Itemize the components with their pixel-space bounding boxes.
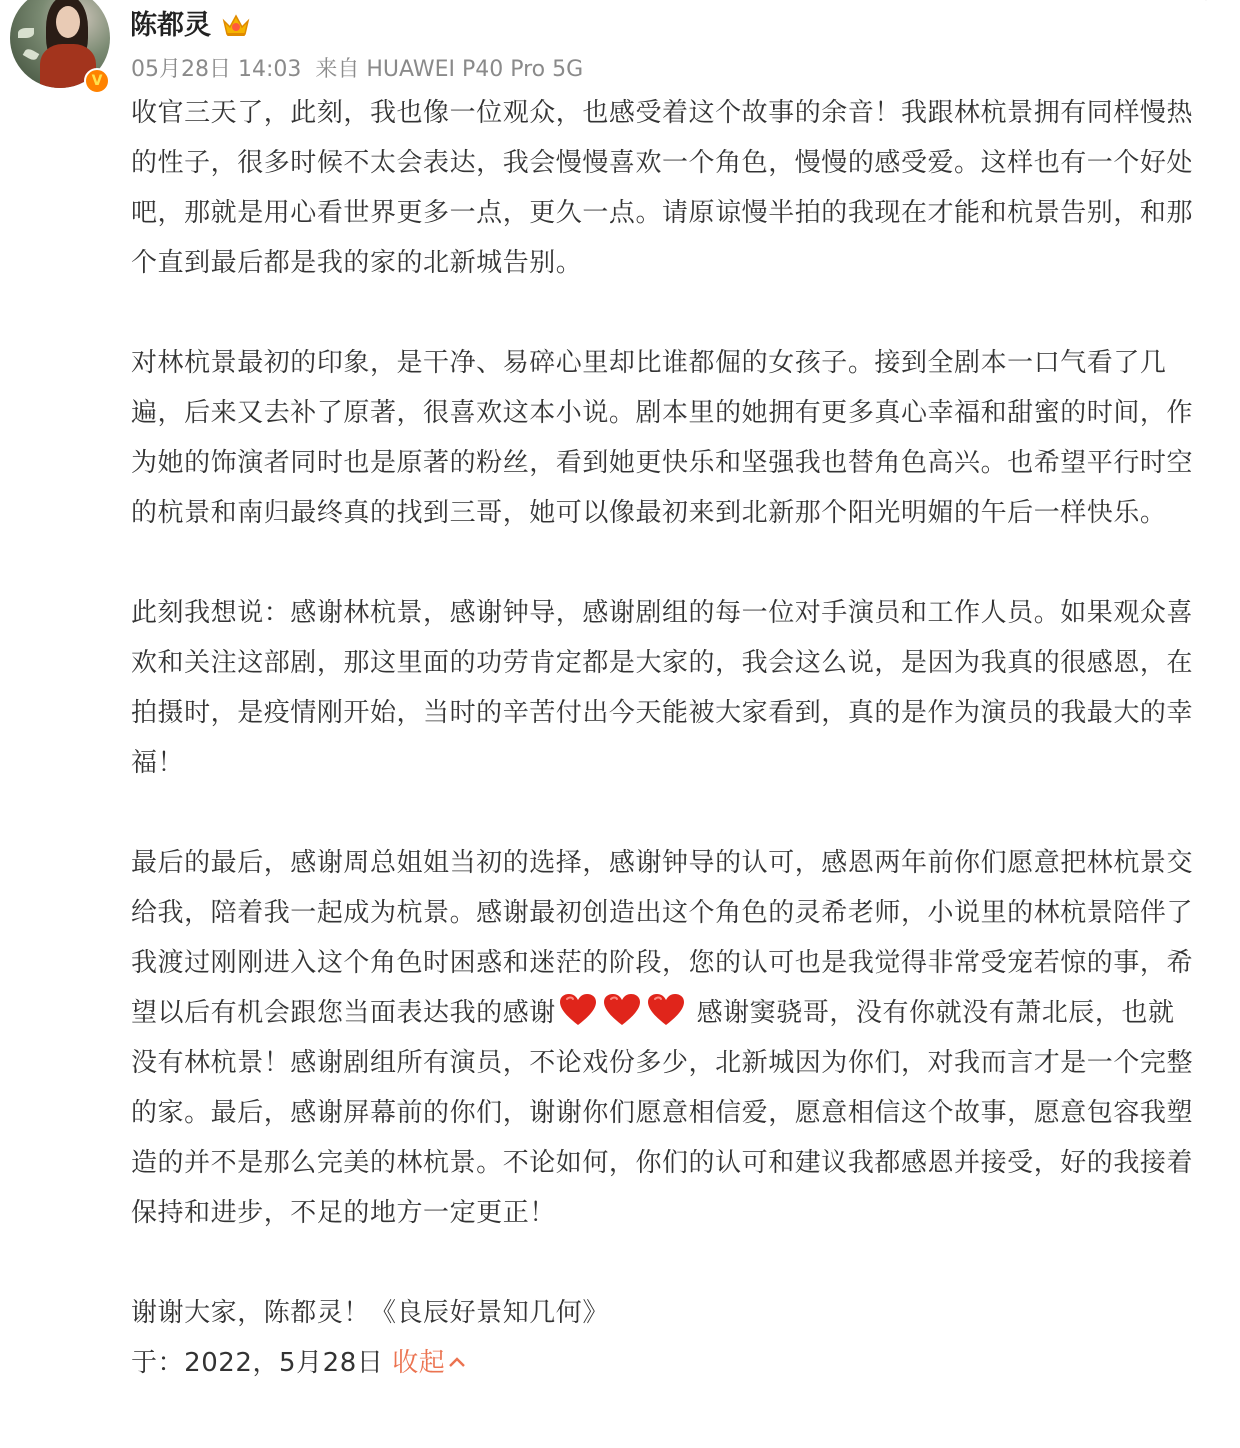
collapse-label: 收起	[392, 1348, 446, 1378]
collapse-button[interactable]	[392, 1348, 467, 1378]
post-paragraph	[131, 838, 1201, 1238]
chevron-up-icon	[447, 1355, 467, 1369]
post-signoff: 谢谢大家，陈都灵！《良辰好景知几何》	[131, 1298, 609, 1328]
avatar-leaf	[18, 28, 34, 38]
post-text: 最后的最后，感谢周总姐姐当初的选择，感谢钟导的认可，感恩两年前你们愿意把林杭景交给我，陪着我一起成为杭景。感谢最初创造出这个角色的灵希老师，小说里的林杭景陪伴了我渡过刚刚进入这个角色时困惑和迷茫的阶段，您的认可也是我觉得非常受宠若惊的事，希望以后有机会跟您当面表达我的感谢	[131, 848, 1194, 1028]
avatar-face	[56, 6, 80, 38]
post-meta: 05月28日 14:03 来自 HUAWEI P40 Pro 5G	[131, 57, 584, 82]
chevron-down-icon[interactable]	[1196, 0, 1216, 6]
username[interactable]: 陈都灵	[130, 10, 211, 41]
avatar-leaf	[23, 47, 40, 62]
red-heart-icon	[603, 993, 641, 1027]
post-paragraph: 此刻我想说：感谢林杭景，感谢钟导，感谢剧组的每一位对手演员和工作人员。如果观众喜欢和关注这部剧，那这里面的功劳肯定都是大家的，我会这么说，是因为我真的很感恩，在拍摄时，是疫情刚开始，当时的辛苦付出今天能被大家看到，真的是作为演员的我最大的幸福！	[131, 598, 1194, 778]
post-date-line	[131, 1338, 1201, 1388]
verified-v-icon: V	[84, 68, 110, 94]
post-paragraph: 对林杭景最初的印象，是干净、易碎心里却比谁都倔的女孩子。接到全剧本一口气看了几遍，后来又去补了原著，很喜欢这本小说。剧本里的她拥有更多真心幸福和甜蜜的时间，作为她的饰演者同时也是原著的粉丝，看到她更快乐和坚强我也替角色高兴。也希望平行时空的杭景和南归最终真的找到三哥，她可以像最初来到北新那个阳光明媚的午后一样快乐。	[131, 348, 1194, 528]
red-heart-icon	[647, 993, 685, 1027]
post-text: 感谢窦骁哥，没有你就没有萧北辰，也就没有林杭景！感谢剧组所有演员，不论戏份多少，北新城因为你们，对我而言才是一个完整的家。最后，感谢屏幕前的你们，谢谢你们愿意相信爱，愿意相信这个故事，愿意包容我塑造的并不是那么完美的林杭景。不论如何，你们的认可和建议我都感恩并接受，好的我接着保持和进步，不足的地方一定更正！	[131, 998, 1194, 1228]
post-paragraph: 收官三天了，此刻，我也像一位观众，也感受着这个故事的余音！我跟林杭景拥有同样慢热的性子，很多时候不太会表达，我会慢慢喜欢一个角色，慢慢的感受爱。这样也有一个好处吧，那就是用心看世界更多一点，更久一点。请原谅慢半拍的我现在才能和杭景告别，和那个直到最后都是我的家的北新城告别。	[131, 98, 1194, 278]
red-heart-icon	[559, 993, 597, 1027]
post-body	[131, 88, 1201, 1388]
vip-crown-icon[interactable]	[222, 12, 250, 38]
post-date: 于：2022，5月28日	[131, 1348, 393, 1378]
